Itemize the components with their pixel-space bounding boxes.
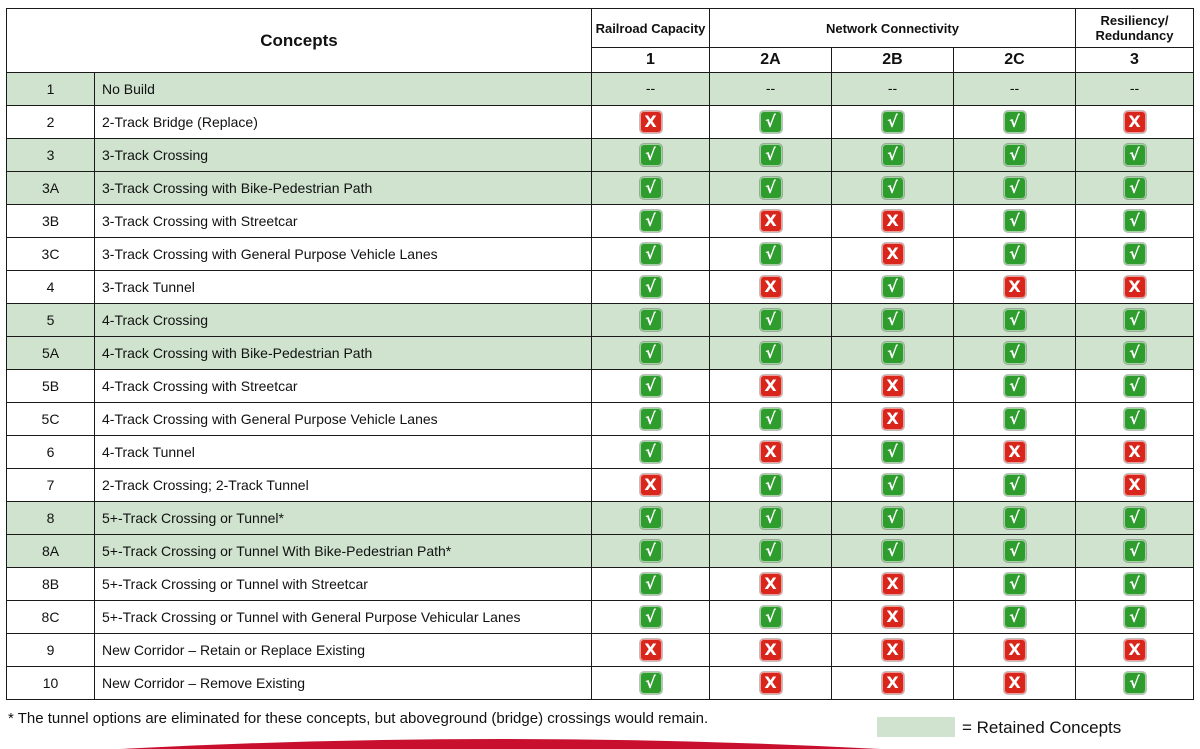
- criteria-cell: [832, 238, 954, 271]
- legend-swatch-retained: [877, 717, 955, 737]
- criteria-cell: [954, 139, 1076, 172]
- criteria-cell: [710, 436, 832, 469]
- criteria-cell: [954, 403, 1076, 436]
- concept-id: 4: [7, 271, 95, 304]
- criteria-cell: [954, 337, 1076, 370]
- not-applicable-dash: --: [765, 80, 776, 96]
- check-icon: √: [882, 111, 904, 133]
- check-icon: √: [1004, 474, 1026, 496]
- concept-name: 2-Track Crossing; 2-Track Tunnel: [95, 469, 592, 502]
- table-row: [7, 634, 1194, 667]
- criteria-cell: [710, 139, 832, 172]
- criteria-cell: [954, 535, 1076, 568]
- concepts-matrix: [6, 8, 1194, 700]
- table-row: [7, 205, 1194, 238]
- concept-id: 8A: [7, 535, 95, 568]
- x-icon: X: [882, 243, 904, 265]
- check-icon: √: [640, 243, 662, 265]
- concept-id: 3A: [7, 172, 95, 205]
- x-icon: X: [882, 210, 904, 232]
- check-icon: √: [640, 441, 662, 463]
- concept-id: 5: [7, 304, 95, 337]
- check-icon: √: [640, 144, 662, 166]
- x-icon: X: [760, 639, 782, 661]
- table-row: [7, 535, 1194, 568]
- x-icon: X: [1004, 441, 1026, 463]
- legend-label-retained: = Retained Concepts: [962, 718, 1122, 737]
- criteria-cell: [710, 568, 832, 601]
- x-icon: X: [760, 276, 782, 298]
- check-icon: √: [882, 441, 904, 463]
- not-applicable-dash: --: [1129, 80, 1140, 96]
- table-row: [7, 370, 1194, 403]
- subcolumn-header-3: 3: [1076, 48, 1194, 73]
- check-icon: √: [760, 507, 782, 529]
- criteria-cell: [1076, 601, 1194, 634]
- table-body: [7, 73, 1194, 700]
- criteria-cell: [832, 271, 954, 304]
- criteria-cell: [710, 271, 832, 304]
- concept-name: No Build: [95, 73, 592, 106]
- table-row: [7, 271, 1194, 304]
- check-icon: √: [760, 177, 782, 199]
- check-icon: √: [760, 342, 782, 364]
- criteria-cell: [710, 634, 832, 667]
- criteria-cell: [954, 601, 1076, 634]
- check-icon: √: [640, 342, 662, 364]
- concept-name: 3-Track Crossing: [95, 139, 592, 172]
- criteria-cell: [710, 106, 832, 139]
- concept-name: 3-Track Crossing with Streetcar: [95, 205, 592, 238]
- check-icon: √: [1004, 309, 1026, 331]
- x-icon: X: [1004, 276, 1026, 298]
- concept-name: 5+-Track Crossing or Tunnel*: [95, 502, 592, 535]
- x-icon: X: [760, 672, 782, 694]
- table-row: [7, 502, 1194, 535]
- concept-name: 4-Track Crossing: [95, 304, 592, 337]
- criteria-cell: [1076, 337, 1194, 370]
- x-icon: X: [1124, 111, 1146, 133]
- x-icon: X: [1004, 639, 1026, 661]
- criteria-cell: [832, 502, 954, 535]
- check-icon: √: [760, 243, 782, 265]
- check-icon: √: [640, 210, 662, 232]
- concept-name: 3-Track Crossing with General Purpose Vehicle Lanes: [95, 238, 592, 271]
- concept-name: 4-Track Crossing with General Purpose Vehicle Lanes: [95, 403, 592, 436]
- not-applicable-dash: --: [887, 80, 898, 96]
- concept-name: 4-Track Crossing with Bike-Pedestrian Path: [95, 337, 592, 370]
- criteria-cell: [1076, 172, 1194, 205]
- criteria-cell: [710, 601, 832, 634]
- criteria-cell: [1076, 238, 1194, 271]
- check-icon: √: [1004, 210, 1026, 232]
- criteria-cell: [592, 436, 710, 469]
- check-icon: √: [760, 144, 782, 166]
- check-icon: √: [1124, 144, 1146, 166]
- criteria-cell: [954, 634, 1076, 667]
- criteria-cell: [832, 73, 954, 106]
- concept-name: New Corridor – Retain or Replace Existing: [95, 634, 592, 667]
- check-icon: √: [1004, 111, 1026, 133]
- check-icon: √: [1124, 540, 1146, 562]
- criteria-cell: [954, 304, 1076, 337]
- concept-id: 3B: [7, 205, 95, 238]
- criteria-cell: [592, 106, 710, 139]
- criteria-cell: [592, 403, 710, 436]
- check-icon: √: [882, 309, 904, 331]
- criteria-cell: [954, 271, 1076, 304]
- concept-id: 8: [7, 502, 95, 535]
- table-row: [7, 403, 1194, 436]
- criteria-cell: [592, 370, 710, 403]
- check-icon: √: [1004, 507, 1026, 529]
- concept-name: 5+-Track Crossing or Tunnel with Streetcar: [95, 568, 592, 601]
- check-icon: √: [1124, 309, 1146, 331]
- criteria-cell: [710, 172, 832, 205]
- x-icon: X: [882, 375, 904, 397]
- criteria-cell: [832, 304, 954, 337]
- criteria-cell: [832, 403, 954, 436]
- criteria-cell: [592, 205, 710, 238]
- table-row: [7, 172, 1194, 205]
- check-icon: √: [882, 540, 904, 562]
- x-icon: X: [1124, 441, 1146, 463]
- criteria-cell: [1076, 139, 1194, 172]
- concept-name: 2-Track Bridge (Replace): [95, 106, 592, 139]
- criteria-cell: [954, 172, 1076, 205]
- check-icon: √: [1004, 144, 1026, 166]
- criteria-cell: [1076, 535, 1194, 568]
- concept-name: 3-Track Tunnel: [95, 271, 592, 304]
- criteria-cell: [710, 337, 832, 370]
- criteria-cell: [832, 172, 954, 205]
- table-row: [7, 568, 1194, 601]
- criteria-cell: [832, 601, 954, 634]
- check-icon: √: [760, 606, 782, 628]
- table-row: [7, 106, 1194, 139]
- x-icon: X: [882, 408, 904, 430]
- criteria-cell: [1076, 436, 1194, 469]
- concept-id: 3: [7, 139, 95, 172]
- check-icon: √: [640, 507, 662, 529]
- check-icon: √: [1124, 507, 1146, 529]
- criteria-cell: [710, 370, 832, 403]
- not-applicable-dash: --: [1009, 80, 1020, 96]
- check-icon: √: [640, 540, 662, 562]
- criteria-cell: [592, 502, 710, 535]
- check-icon: √: [1124, 342, 1146, 364]
- check-icon: √: [760, 309, 782, 331]
- criteria-cell: [832, 469, 954, 502]
- criteria-cell: [592, 304, 710, 337]
- criteria-cell: [710, 469, 832, 502]
- x-icon: X: [640, 474, 662, 496]
- footnote: * The tunnel options are eliminated for these concepts, but aboveground (bridge) crossings would remain.: [8, 710, 709, 727]
- x-icon: X: [882, 606, 904, 628]
- x-icon: X: [760, 573, 782, 595]
- table-row: [7, 469, 1194, 502]
- check-icon: √: [1124, 243, 1146, 265]
- x-icon: X: [760, 375, 782, 397]
- criteria-cell: [954, 568, 1076, 601]
- check-icon: √: [1124, 672, 1146, 694]
- group-header-railroad-capacity: Railroad Capacity: [592, 9, 710, 48]
- concept-name: 4-Track Tunnel: [95, 436, 592, 469]
- subcolumn-header-1: 1: [592, 48, 710, 73]
- concept-name: 5+-Track Crossing or Tunnel With Bike-Pedestrian Path*: [95, 535, 592, 568]
- table-header: [7, 9, 1194, 73]
- check-icon: √: [1004, 606, 1026, 628]
- check-icon: √: [1124, 177, 1146, 199]
- check-icon: √: [1124, 210, 1146, 232]
- criteria-cell: [954, 370, 1076, 403]
- criteria-cell: [1076, 634, 1194, 667]
- x-icon: X: [640, 639, 662, 661]
- concept-id: 8B: [7, 568, 95, 601]
- criteria-cell: [1076, 106, 1194, 139]
- criteria-cell: [1076, 667, 1194, 700]
- criteria-cell: [954, 106, 1076, 139]
- x-icon: X: [1124, 639, 1146, 661]
- criteria-cell: [1076, 370, 1194, 403]
- decorative-red-swoosh: [120, 735, 880, 749]
- check-icon: √: [760, 474, 782, 496]
- criteria-cell: [832, 568, 954, 601]
- criteria-cell: [710, 502, 832, 535]
- criteria-cell: [954, 73, 1076, 106]
- check-icon: √: [640, 408, 662, 430]
- criteria-cell: [832, 139, 954, 172]
- check-icon: √: [640, 177, 662, 199]
- criteria-cell: [954, 205, 1076, 238]
- table-row: [7, 139, 1194, 172]
- criteria-cell: [1076, 205, 1194, 238]
- criteria-cell: [710, 667, 832, 700]
- criteria-cell: [592, 469, 710, 502]
- criteria-cell: [592, 634, 710, 667]
- check-icon: √: [760, 408, 782, 430]
- criteria-cell: [592, 667, 710, 700]
- criteria-cell: [710, 73, 832, 106]
- check-icon: √: [1004, 243, 1026, 265]
- table-row: [7, 601, 1194, 634]
- check-icon: √: [640, 573, 662, 595]
- criteria-cell: [1076, 469, 1194, 502]
- check-icon: √: [640, 606, 662, 628]
- check-icon: √: [640, 309, 662, 331]
- criteria-cell: [832, 337, 954, 370]
- criteria-cell: [710, 403, 832, 436]
- concept-id: 6: [7, 436, 95, 469]
- concept-id: 2: [7, 106, 95, 139]
- concept-id: 5B: [7, 370, 95, 403]
- check-icon: √: [1004, 177, 1026, 199]
- concept-id: 7: [7, 469, 95, 502]
- check-icon: √: [640, 375, 662, 397]
- criteria-cell: [592, 139, 710, 172]
- x-icon: X: [1124, 474, 1146, 496]
- x-icon: X: [882, 672, 904, 694]
- concept-name: 4-Track Crossing with Streetcar: [95, 370, 592, 403]
- concept-name: 3-Track Crossing with Bike-Pedestrian Path: [95, 172, 592, 205]
- check-icon: √: [882, 177, 904, 199]
- criteria-cell: [832, 370, 954, 403]
- criteria-cell: [592, 535, 710, 568]
- criteria-cell: [954, 238, 1076, 271]
- concept-name: New Corridor – Remove Existing: [95, 667, 592, 700]
- criteria-cell: [592, 271, 710, 304]
- criteria-cell: [1076, 304, 1194, 337]
- criteria-cell: [592, 337, 710, 370]
- criteria-cell: [832, 106, 954, 139]
- concept-name: 5+-Track Crossing or Tunnel with General Purpose Vehicular Lanes: [95, 601, 592, 634]
- criteria-cell: [592, 568, 710, 601]
- criteria-cell: [1076, 271, 1194, 304]
- check-icon: √: [1004, 408, 1026, 430]
- check-icon: √: [640, 672, 662, 694]
- group-header-resiliency-redundancy: Resiliency/ Redundancy: [1076, 9, 1194, 48]
- x-icon: X: [760, 210, 782, 232]
- criteria-cell: [832, 667, 954, 700]
- check-icon: √: [1004, 342, 1026, 364]
- criteria-cell: [710, 304, 832, 337]
- criteria-cell: [592, 238, 710, 271]
- criteria-cell: [954, 436, 1076, 469]
- criteria-cell: [710, 205, 832, 238]
- subcolumn-header-2a: 2A: [710, 48, 832, 73]
- criteria-cell: [954, 667, 1076, 700]
- check-icon: √: [1124, 375, 1146, 397]
- concept-id: 5A: [7, 337, 95, 370]
- x-icon: X: [1124, 276, 1146, 298]
- table-row: [7, 304, 1194, 337]
- criteria-cell: [592, 73, 710, 106]
- criteria-cell: [1076, 568, 1194, 601]
- not-applicable-dash: --: [645, 80, 656, 96]
- check-icon: √: [1124, 408, 1146, 430]
- check-icon: √: [882, 474, 904, 496]
- table-row: [7, 667, 1194, 700]
- check-icon: √: [760, 111, 782, 133]
- check-icon: √: [1004, 540, 1026, 562]
- check-icon: √: [640, 276, 662, 298]
- criteria-cell: [592, 172, 710, 205]
- concept-id: 10: [7, 667, 95, 700]
- criteria-cell: [1076, 73, 1194, 106]
- criteria-cell: [710, 238, 832, 271]
- x-icon: X: [882, 639, 904, 661]
- table-row: [7, 337, 1194, 370]
- concept-id: 9: [7, 634, 95, 667]
- check-icon: √: [882, 144, 904, 166]
- check-icon: √: [882, 342, 904, 364]
- table-row: [7, 238, 1194, 271]
- subcolumn-header-2b: 2B: [832, 48, 954, 73]
- table-row: [7, 73, 1194, 106]
- criteria-cell: [832, 205, 954, 238]
- criteria-cell: [832, 634, 954, 667]
- check-icon: √: [1124, 573, 1146, 595]
- table-row: [7, 436, 1194, 469]
- concept-id: 3C: [7, 238, 95, 271]
- x-icon: X: [760, 441, 782, 463]
- check-icon: √: [1004, 375, 1026, 397]
- x-icon: X: [640, 111, 662, 133]
- check-icon: √: [882, 276, 904, 298]
- group-header-network-connectivity: Network Connectivity: [710, 9, 1076, 48]
- criteria-cell: [832, 535, 954, 568]
- criteria-cell: [592, 601, 710, 634]
- concept-id: 5C: [7, 403, 95, 436]
- criteria-cell: [1076, 403, 1194, 436]
- x-icon: X: [1004, 672, 1026, 694]
- subcolumn-header-2c: 2C: [954, 48, 1076, 73]
- criteria-cell: [710, 535, 832, 568]
- check-icon: √: [1124, 606, 1146, 628]
- x-icon: X: [882, 573, 904, 595]
- check-icon: √: [882, 507, 904, 529]
- check-icon: √: [760, 540, 782, 562]
- criteria-cell: [954, 502, 1076, 535]
- check-icon: √: [1004, 573, 1026, 595]
- criteria-cell: [832, 436, 954, 469]
- concept-id: 1: [7, 73, 95, 106]
- criteria-cell: [954, 469, 1076, 502]
- concept-id: 8C: [7, 601, 95, 634]
- concepts-header: Concepts: [7, 9, 592, 73]
- criteria-cell: [1076, 502, 1194, 535]
